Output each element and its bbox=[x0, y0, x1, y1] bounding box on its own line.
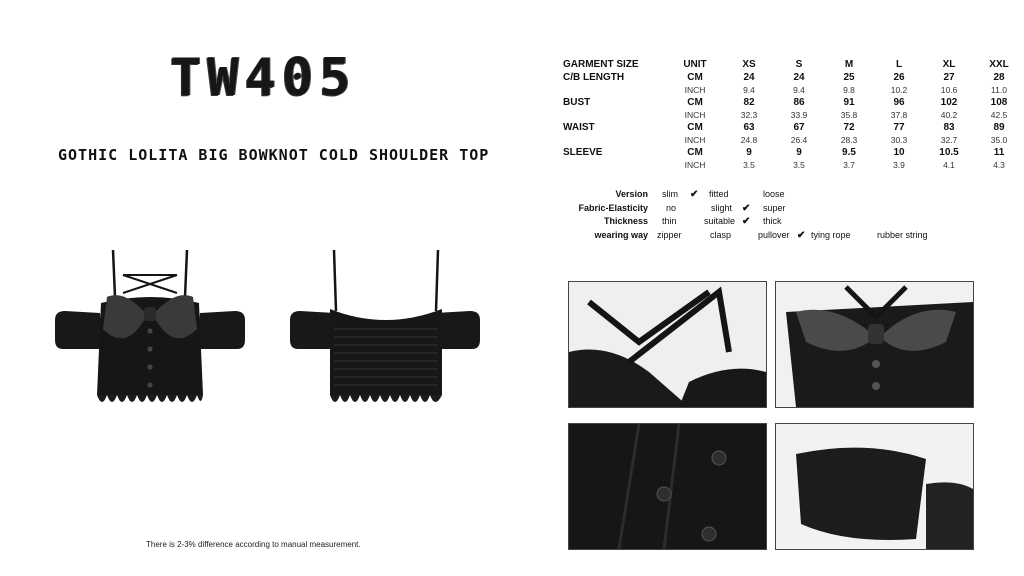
option-thick: thick bbox=[763, 216, 782, 226]
cell: 4.1 bbox=[943, 160, 955, 170]
header-xxl: XXL bbox=[989, 59, 1009, 70]
header-l: L bbox=[895, 59, 903, 70]
header-unit: UNIT bbox=[683, 59, 707, 70]
cell: 9.4 bbox=[793, 85, 805, 95]
detail-straps-photo bbox=[568, 281, 767, 408]
size-table bbox=[563, 59, 1024, 172]
option-super: super bbox=[763, 202, 786, 213]
attribute-label: Thickness bbox=[603, 216, 648, 226]
cell: 72 bbox=[843, 121, 855, 133]
row-unit: INCH bbox=[684, 135, 706, 145]
check-icon: ✔ bbox=[690, 189, 699, 200]
cell: 82 bbox=[743, 96, 755, 108]
detail-sleeve-image bbox=[776, 424, 973, 549]
option-no: no bbox=[666, 202, 677, 213]
cell: 102 bbox=[940, 96, 958, 108]
cell: 11 bbox=[993, 146, 1005, 158]
cell: 24 bbox=[793, 71, 805, 83]
header-garment-size: GARMENT SIZE bbox=[563, 59, 639, 70]
attribute-label: Fabric-Elasticity bbox=[578, 202, 648, 213]
attribute-label: Version bbox=[615, 189, 648, 199]
cell: 10.2 bbox=[890, 85, 908, 95]
cell: 25 bbox=[843, 71, 855, 83]
cell: 91 bbox=[843, 96, 855, 108]
attribute-label: wearing way bbox=[594, 229, 648, 240]
table-row bbox=[563, 72, 1024, 85]
cell: 9 bbox=[746, 146, 752, 158]
detail-straps-image bbox=[569, 282, 766, 407]
row-unit: CM bbox=[687, 146, 703, 158]
cell: 26.4 bbox=[790, 135, 808, 145]
cell: 30.3 bbox=[890, 135, 908, 145]
cell: 10.6 bbox=[940, 85, 958, 95]
table-row bbox=[563, 134, 1024, 147]
cell: 108 bbox=[990, 96, 1008, 108]
option-tying-rope: tying rope bbox=[811, 229, 851, 240]
cell: 35.8 bbox=[840, 110, 858, 120]
table-row bbox=[563, 97, 1024, 110]
cell: 9 bbox=[796, 146, 802, 158]
cell: 3.5 bbox=[793, 160, 805, 170]
row-unit: CM bbox=[687, 96, 703, 108]
detail-buttons-photo bbox=[568, 423, 767, 550]
cell: 11.0 bbox=[991, 85, 1007, 95]
row-unit: CM bbox=[687, 121, 703, 133]
row-label: SLEEVE bbox=[563, 146, 603, 158]
row-unit: INCH bbox=[684, 160, 706, 170]
cell: 35.0 bbox=[990, 135, 1008, 145]
header-m: M bbox=[844, 59, 854, 70]
cell: 89 bbox=[993, 121, 1005, 133]
cell: 28 bbox=[993, 71, 1005, 83]
header-xs: XS bbox=[742, 59, 756, 70]
cell: 10 bbox=[893, 146, 905, 158]
cell: 3.9 bbox=[893, 160, 905, 170]
cell: 24.8 bbox=[740, 135, 758, 145]
cell: 96 bbox=[893, 96, 905, 108]
header-s: S bbox=[795, 59, 803, 70]
cell: 33.9 bbox=[790, 110, 808, 120]
row-label: WAIST bbox=[563, 121, 595, 133]
row-label: C/B LENGTH bbox=[563, 71, 625, 83]
measurement-note: There is 2-3% difference according to manual measurement. bbox=[146, 540, 361, 549]
option-slim: slim bbox=[662, 189, 678, 199]
cell: 63 bbox=[743, 121, 755, 133]
detail-bow-image bbox=[776, 282, 973, 407]
cell: 77 bbox=[893, 121, 905, 133]
check-icon: ✔ bbox=[797, 229, 806, 241]
cell: 3.5 bbox=[743, 160, 755, 170]
cell: 10.5 bbox=[939, 146, 959, 158]
cell: 26 bbox=[893, 71, 905, 83]
cell: 24 bbox=[743, 71, 755, 83]
check-icon: ✔ bbox=[742, 216, 751, 227]
table-row bbox=[563, 122, 1024, 135]
cell: 67 bbox=[793, 121, 805, 133]
back-view-image bbox=[290, 245, 490, 435]
option-thin: thin bbox=[662, 216, 677, 226]
cell: 3.7 bbox=[843, 160, 855, 170]
row-label: BUST bbox=[563, 96, 591, 108]
option-rubber-string: rubber string bbox=[877, 229, 928, 240]
cell: 9.8 bbox=[843, 85, 855, 95]
option-fitted: fitted bbox=[709, 189, 729, 199]
cell: 32.3 bbox=[740, 110, 758, 120]
size-table-header bbox=[563, 59, 1024, 72]
cell: 28.3 bbox=[840, 135, 858, 145]
row-label bbox=[563, 159, 666, 172]
cell: 27 bbox=[943, 71, 955, 83]
detail-bow-photo bbox=[775, 281, 974, 408]
cell: 9.4 bbox=[743, 85, 755, 95]
cell: 83 bbox=[943, 121, 955, 133]
cell: 4.3 bbox=[993, 160, 1005, 170]
row-unit: CM bbox=[687, 71, 703, 83]
option-loose: loose bbox=[763, 189, 785, 199]
option-slight: slight bbox=[711, 202, 733, 213]
option-pullover: pullover bbox=[758, 229, 790, 240]
header-xl: XL bbox=[942, 59, 956, 70]
option-clasp: clasp bbox=[710, 229, 732, 240]
option-suitable: suitable bbox=[704, 216, 736, 226]
cell: 40.2 bbox=[940, 110, 958, 120]
cell: 32.7 bbox=[940, 135, 958, 145]
product-name: GOTHIC LOLITA BIG BOWKNOT COLD SHOULDER TOP bbox=[58, 146, 490, 164]
row-label bbox=[563, 109, 666, 122]
product-code: TW405 bbox=[170, 48, 357, 108]
front-view-image bbox=[55, 245, 255, 435]
table-row bbox=[563, 159, 1024, 172]
cell: 42.5 bbox=[990, 110, 1008, 120]
check-icon: ✔ bbox=[742, 202, 751, 214]
row-label bbox=[563, 84, 666, 97]
cell: 9.5 bbox=[842, 146, 856, 158]
row-unit: INCH bbox=[684, 85, 706, 95]
cell: 37.8 bbox=[890, 110, 908, 120]
table-row bbox=[563, 84, 1024, 97]
detail-buttons-image bbox=[569, 424, 766, 549]
row-unit: INCH bbox=[684, 110, 706, 120]
row-label bbox=[563, 134, 666, 147]
table-row bbox=[563, 109, 1024, 122]
detail-sleeve-photo bbox=[775, 423, 974, 550]
table-row bbox=[563, 147, 1024, 160]
cell: 86 bbox=[793, 96, 805, 108]
option-zipper: zipper bbox=[657, 229, 682, 240]
